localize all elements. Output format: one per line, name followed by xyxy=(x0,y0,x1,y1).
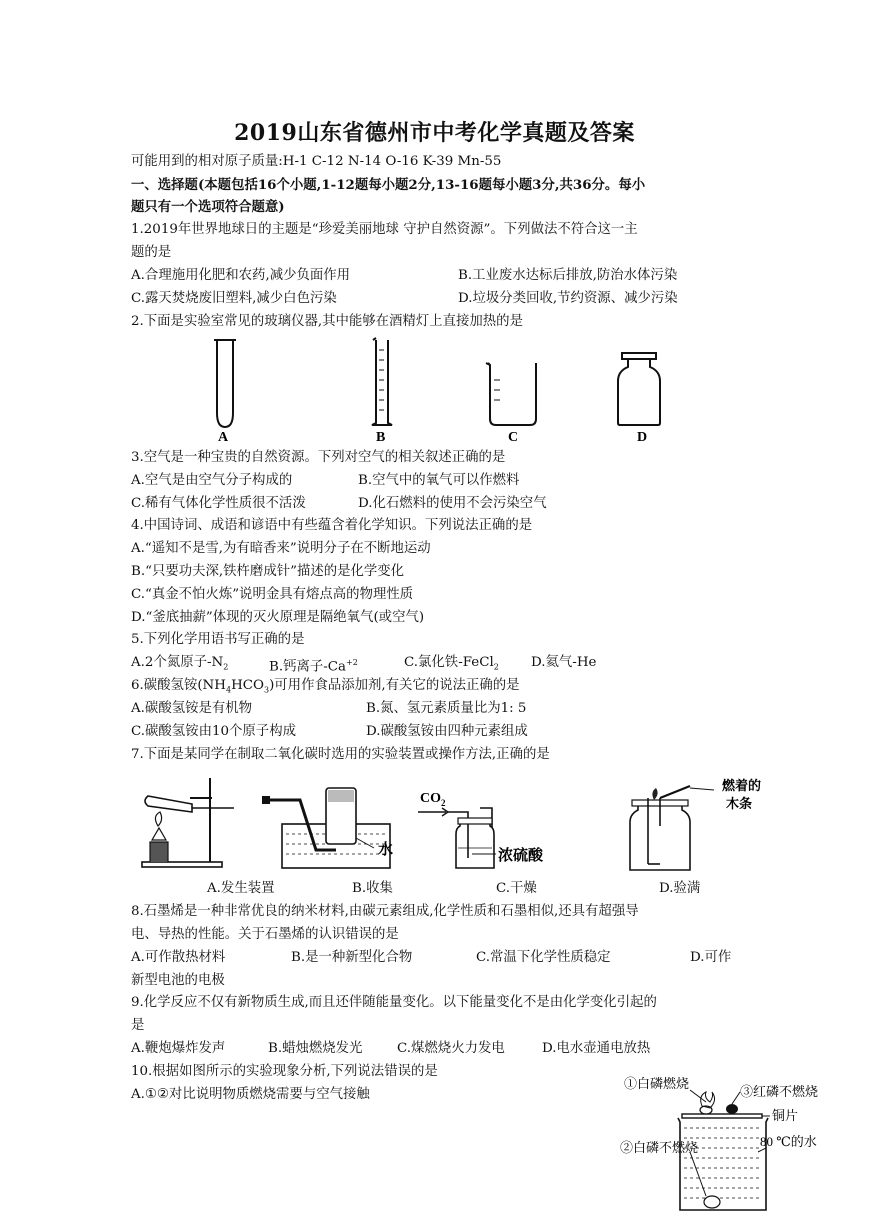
q9-option-a: A.鞭炮爆炸发声 xyxy=(131,1041,226,1056)
q8-option-a: A.可作散热材料 xyxy=(131,950,226,965)
q7-option-a: A.发生装置 xyxy=(207,881,275,896)
q9-stem-line1: 9.化学反应不仅有新物质生成,而且还伴随能量变化。以下能量变化不是由化学变化引起的 xyxy=(131,995,657,1010)
section1-heading-line1: 一、选择题(本题包括16个小题,1-12题每小题2分,13-16题每小题3分,共36分。每小 xyxy=(131,177,646,193)
q6-stem: 6.碳酸氢铵$(NH_4HCO_3)$可用作食品添加剂,有关它的说法正确的是 xyxy=(131,678,520,695)
q2-label-d: D xyxy=(637,430,648,445)
q8-option-d-continued: 新型电池的电极 xyxy=(131,973,225,988)
q5-option-b: B.钙离子$-Ca^{+2}$ xyxy=(269,658,358,675)
q10-water-label: 80 ℃的水 xyxy=(760,1134,817,1149)
q8-option-b: B.是一种新型化合物 xyxy=(291,950,413,965)
q5-stem: 5.下列化学用语书写正确的是 xyxy=(131,632,305,647)
q9-option-b: B.蜡烛燃烧发光 xyxy=(268,1041,363,1056)
q5-option-d: D.氦气-He xyxy=(531,655,597,670)
q4-option-c: C.“真金不怕火炼”说明金具有熔点高的物理性质 xyxy=(131,587,414,602)
q4-option-d: D.“釜底抽薪”体现的灭火原理是隔绝氧气(或空气) xyxy=(131,610,425,625)
q1-option-d: D.垃圾分类回收,节约资源、减少污染 xyxy=(458,291,678,306)
q1-stem-line1: 1.2019年世界地球日的主题是“珍爱美丽地球 守护自然资源”。下列做法不符合这一主 xyxy=(131,222,638,237)
q4-option-a: A.“遥知不是雪,为有暗香来”说明分子在不断地运动 xyxy=(131,541,431,556)
q2-label-c: C xyxy=(508,430,519,445)
q10-combustion-figure xyxy=(620,1068,840,1220)
q2-glassware-figure xyxy=(190,335,670,445)
q3-option-d: D.化石燃料的使用不会污染空气 xyxy=(358,496,547,511)
q3-stem: 3.空气是一种宝贵的自然资源。下列对空气的相关叙述正确的是 xyxy=(131,450,506,465)
q3-option-b: B.空气中的氧气可以作燃料 xyxy=(358,473,520,488)
section1-heading-line2: 题只有一个选项符合题意) xyxy=(131,199,285,215)
test-tube-figure xyxy=(214,340,236,427)
q8-stem-line2: 电、导热的性能。关于石墨烯的认识错误的是 xyxy=(131,927,399,942)
q5-option-c: C.氯化铁-FeCl$_2$ xyxy=(404,655,499,672)
q9-option-d: D.电水壶通电放热 xyxy=(542,1041,651,1056)
q10-option-a: A.①②对比说明物质燃烧需要与空气接触 xyxy=(131,1087,370,1102)
reagent-bottle-figure xyxy=(618,353,660,425)
drying-bottle-figure xyxy=(418,791,544,868)
q6-option-a: A.碳酸氢铵是有机物 xyxy=(131,701,253,716)
q9-option-c: C.煤燃烧火力发电 xyxy=(397,1041,505,1056)
q7-stick-label-line1: 燃着的 xyxy=(722,778,762,793)
gas-bottle-check-figure xyxy=(630,778,761,870)
q5-option-a: A.2个氮原子$-N_2$ xyxy=(131,655,229,672)
q8-stem-line1: 8.石墨烯是一种非常优良的纳米材料,由碳元素组成,化学性质和石墨相似,还具有超强导 xyxy=(131,904,639,919)
q6-option-c: C.碳酸氢铵由10个原子构成 xyxy=(131,724,296,739)
q7-stick-label-line2: 木条 xyxy=(726,796,753,811)
q7-option-c: C.干燥 xyxy=(496,881,537,896)
q7-option-b: B.收集 xyxy=(352,881,393,896)
q7-acid-label: 浓硫酸 xyxy=(498,848,544,864)
atomic-masses: 可能用到的相对原子质量:H-1 C-12 N-14 O-16 K-39 Mn-55 xyxy=(131,154,502,169)
q10-label-3: ③红磷不燃烧 xyxy=(740,1084,819,1099)
q3-option-c: C.稀有气体化学性质很不活泼 xyxy=(131,496,306,511)
graduated-cylinder-figure xyxy=(372,338,392,425)
water-trough-figure xyxy=(262,788,393,868)
q1-option-b: B.工业废水达标后排放,防治水体污染 xyxy=(458,268,678,283)
q6-option-d: D.碳酸氢铵由四种元素组成 xyxy=(366,724,528,739)
q6-option-b: B.氮、氢元素质量比为1: 5 xyxy=(366,701,527,716)
q9-stem-line2: 是 xyxy=(131,1018,145,1033)
q1-option-a: A.合理施用化肥和农药,减少负面作用 xyxy=(131,268,351,283)
page-title: 2019山东省德州市中考化学真题及答案 xyxy=(234,120,635,146)
q4-option-b: B.“只要功夫深,铁杵磨成针”描述的是化学变化 xyxy=(131,564,405,579)
q2-label-b: B xyxy=(376,430,386,445)
q7-co2-label: $CO_2$ xyxy=(420,791,446,808)
q2-stem: 2.下面是实验室常见的玻璃仪器,其中能够在酒精灯上直接加热的是 xyxy=(131,314,523,329)
q1-stem-line2: 题的是 xyxy=(131,245,172,260)
q8-option-c: C.常温下化学性质稳定 xyxy=(476,950,611,965)
q10-copper-label: 铜片 xyxy=(772,1108,799,1123)
q7-stem: 7.下面是某同学在制取二氧化碳时选用的实验装置或操作方法,正确的是 xyxy=(131,747,550,762)
q7-apparatus-figure xyxy=(130,768,780,878)
beaker-figure xyxy=(486,363,536,425)
q1-option-c: C.露天焚烧废旧塑料,减少白色污染 xyxy=(131,291,337,306)
q7-water-label: 水 xyxy=(378,842,394,858)
generation-apparatus-figure xyxy=(142,778,234,867)
q7-option-d: D.验满 xyxy=(659,881,701,896)
q4-stem: 4.中国诗词、成语和谚语中有些蕴含着化学知识。下列说法正确的是 xyxy=(131,518,533,533)
q8-option-d: D.可作 xyxy=(690,950,732,965)
q2-label-a: A xyxy=(218,430,229,445)
q10-label-1: ①白磷燃烧 xyxy=(624,1076,690,1091)
q10-stem: 10.根据如图所示的实验现象分析,下列说法错误的是 xyxy=(131,1064,438,1079)
q3-option-a: A.空气是由空气分子构成的 xyxy=(131,473,293,488)
q10-label-2: ②白磷不燃烧 xyxy=(620,1140,699,1155)
